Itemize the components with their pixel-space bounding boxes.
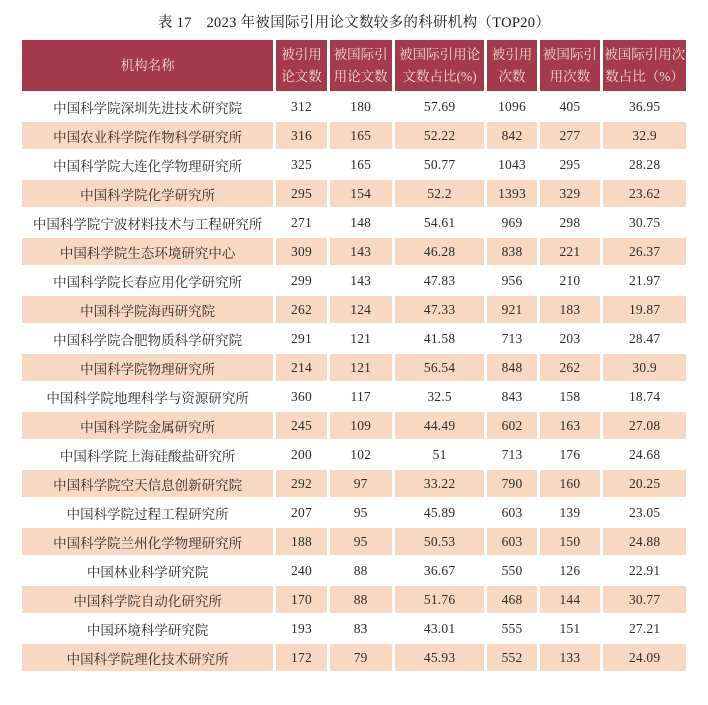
value-cell: 36.95: [603, 93, 686, 120]
value-cell: 24.88: [603, 528, 686, 555]
value-cell: 180: [330, 93, 392, 120]
value-cell: 126: [540, 557, 601, 584]
value-cell: 33.22: [395, 470, 485, 497]
table-row: [22, 180, 686, 207]
table-row: [22, 586, 686, 613]
value-cell: 47.83: [395, 267, 485, 294]
value-cell: 843: [487, 383, 536, 410]
value-cell: 50.77: [395, 151, 485, 178]
column-header-0: 机构名称: [22, 40, 273, 91]
table-row: [22, 209, 686, 236]
value-cell: 183: [540, 296, 601, 323]
value-cell: 277: [540, 122, 601, 149]
institution-name: 中国科学院过程工程研究所: [22, 499, 273, 526]
value-cell: 143: [330, 267, 392, 294]
column-header-3: 被国际引用论 文数占比(%): [395, 40, 485, 91]
institution-name: 中国科学院深圳先进技术研究院: [22, 93, 273, 120]
value-cell: 23.62: [603, 180, 686, 207]
value-cell: 193: [276, 615, 326, 642]
table-row: [22, 412, 686, 439]
value-cell: 121: [330, 325, 392, 352]
value-cell: 165: [330, 122, 392, 149]
institution-name: 中国林业科学研究院: [22, 557, 273, 584]
value-cell: 95: [330, 528, 392, 555]
value-cell: 133: [540, 644, 601, 671]
value-cell: 292: [276, 470, 326, 497]
table-row: [22, 325, 686, 352]
value-cell: 245: [276, 412, 326, 439]
value-cell: 22.91: [603, 557, 686, 584]
value-cell: 32.9: [603, 122, 686, 149]
institution-name: 中国科学院海西研究院: [22, 296, 273, 323]
value-cell: 43.01: [395, 615, 485, 642]
value-cell: 54.61: [395, 209, 485, 236]
column-header-4: 被引用 次数: [487, 40, 536, 91]
value-cell: 603: [487, 499, 536, 526]
institution-name: 中国科学院自动化研究所: [22, 586, 273, 613]
value-cell: 26.37: [603, 238, 686, 265]
value-cell: 139: [540, 499, 601, 526]
value-cell: 109: [330, 412, 392, 439]
institution-name: 中国科学院合肥物质科学研究院: [22, 325, 273, 352]
table-row: [22, 644, 686, 671]
table-row: [22, 470, 686, 497]
value-cell: 1393: [487, 180, 536, 207]
value-cell: 170: [276, 586, 326, 613]
value-cell: 18.74: [603, 383, 686, 410]
institution-name: 中国科学院金属研究所: [22, 412, 273, 439]
value-cell: 51: [395, 441, 485, 468]
value-cell: 45.93: [395, 644, 485, 671]
value-cell: 124: [330, 296, 392, 323]
value-cell: 210: [540, 267, 601, 294]
value-cell: 405: [540, 93, 601, 120]
value-cell: 165: [330, 151, 392, 178]
value-cell: 45.89: [395, 499, 485, 526]
value-cell: 28.28: [603, 151, 686, 178]
value-cell: 188: [276, 528, 326, 555]
institution-name: 中国科学院理化技术研究所: [22, 644, 273, 671]
column-header-1: 被引用 论文数: [276, 40, 326, 91]
institution-name: 中国科学院物理研究所: [22, 354, 273, 381]
value-cell: 200: [276, 441, 326, 468]
institution-name: 中国科学院兰州化学物理研究所: [22, 528, 273, 555]
value-cell: 603: [487, 528, 536, 555]
value-cell: 312: [276, 93, 326, 120]
value-cell: 143: [330, 238, 392, 265]
value-cell: 221: [540, 238, 601, 265]
value-cell: 52.22: [395, 122, 485, 149]
table-row: [22, 238, 686, 265]
institution-name: 中国科学院宁波材料技术与工程研究所: [22, 209, 273, 236]
value-cell: 160: [540, 470, 601, 497]
value-cell: 262: [276, 296, 326, 323]
value-cell: 56.54: [395, 354, 485, 381]
table-row: [22, 267, 686, 294]
value-cell: 27.08: [603, 412, 686, 439]
value-cell: 36.67: [395, 557, 485, 584]
value-cell: 713: [487, 441, 536, 468]
value-cell: 207: [276, 499, 326, 526]
value-cell: 360: [276, 383, 326, 410]
value-cell: 325: [276, 151, 326, 178]
value-cell: 97: [330, 470, 392, 497]
institution-name: 中国科学院上海硅酸盐研究所: [22, 441, 273, 468]
value-cell: 154: [330, 180, 392, 207]
institution-name: 中国环境科学研究院: [22, 615, 273, 642]
table-row: [22, 557, 686, 584]
value-cell: 602: [487, 412, 536, 439]
value-cell: 24.09: [603, 644, 686, 671]
value-cell: 969: [487, 209, 536, 236]
value-cell: 151: [540, 615, 601, 642]
value-cell: 46.28: [395, 238, 485, 265]
value-cell: 83: [330, 615, 392, 642]
table-body: [22, 93, 686, 671]
value-cell: 23.05: [603, 499, 686, 526]
table-row: [22, 615, 686, 642]
value-cell: 838: [487, 238, 536, 265]
value-cell: 848: [487, 354, 536, 381]
value-cell: 214: [276, 354, 326, 381]
value-cell: 51.76: [395, 586, 485, 613]
value-cell: 79: [330, 644, 392, 671]
table-header: [22, 40, 686, 91]
table-title: 表 17 2023 年被国际引用论文数较多的科研机构（TOP20）: [157, 15, 551, 31]
value-cell: 271: [276, 209, 326, 236]
value-cell: 30.75: [603, 209, 686, 236]
value-cell: 921: [487, 296, 536, 323]
value-cell: 329: [540, 180, 601, 207]
value-cell: 88: [330, 557, 392, 584]
value-cell: 150: [540, 528, 601, 555]
value-cell: 19.87: [603, 296, 686, 323]
value-cell: 316: [276, 122, 326, 149]
column-header-5: 被国际引 用次数: [540, 40, 601, 91]
value-cell: 27.21: [603, 615, 686, 642]
value-cell: 32.5: [395, 383, 485, 410]
value-cell: 30.9: [603, 354, 686, 381]
table-row: [22, 296, 686, 323]
value-cell: 88: [330, 586, 392, 613]
value-cell: 299: [276, 267, 326, 294]
value-cell: 555: [487, 615, 536, 642]
value-cell: 203: [540, 325, 601, 352]
value-cell: 552: [487, 644, 536, 671]
value-cell: 24.68: [603, 441, 686, 468]
value-cell: 44.49: [395, 412, 485, 439]
value-cell: 956: [487, 267, 536, 294]
value-cell: 240: [276, 557, 326, 584]
value-cell: 52.2: [395, 180, 485, 207]
column-header-2: 被国际引 用论文数: [330, 40, 392, 91]
table-row: [22, 122, 686, 149]
value-cell: 50.53: [395, 528, 485, 555]
value-cell: 121: [330, 354, 392, 381]
value-cell: 57.69: [395, 93, 485, 120]
value-cell: 262: [540, 354, 601, 381]
column-header-6: 被国际引用次 数占比（%）: [603, 40, 686, 91]
value-cell: 295: [276, 180, 326, 207]
value-cell: 47.33: [395, 296, 485, 323]
value-cell: 158: [540, 383, 601, 410]
value-cell: 295: [540, 151, 601, 178]
value-cell: 1096: [487, 93, 536, 120]
table-row: [22, 441, 686, 468]
value-cell: 144: [540, 586, 601, 613]
value-cell: 148: [330, 209, 392, 236]
value-cell: 117: [330, 383, 392, 410]
value-cell: 21.97: [603, 267, 686, 294]
table-row: [22, 499, 686, 526]
value-cell: 713: [487, 325, 536, 352]
institution-name: 中国科学院生态环境研究中心: [22, 238, 273, 265]
table-row: [22, 383, 686, 410]
institution-name: 中国科学院大连化学物理研究所: [22, 151, 273, 178]
institution-name: 中国科学院地理科学与资源研究所: [22, 383, 273, 410]
value-cell: 20.25: [603, 470, 686, 497]
value-cell: 298: [540, 209, 601, 236]
value-cell: 468: [487, 586, 536, 613]
value-cell: 28.47: [603, 325, 686, 352]
value-cell: 172: [276, 644, 326, 671]
value-cell: 95: [330, 499, 392, 526]
value-cell: 550: [487, 557, 536, 584]
value-cell: 291: [276, 325, 326, 352]
value-cell: 163: [540, 412, 601, 439]
value-cell: 309: [276, 238, 326, 265]
table-row: [22, 354, 686, 381]
value-cell: 30.77: [603, 586, 686, 613]
value-cell: 102: [330, 441, 392, 468]
value-cell: 41.58: [395, 325, 485, 352]
table-row: [22, 151, 686, 178]
value-cell: 176: [540, 441, 601, 468]
value-cell: 790: [487, 470, 536, 497]
institution-name: 中国科学院空天信息创新研究院: [22, 470, 273, 497]
table-row: [22, 93, 686, 120]
value-cell: 842: [487, 122, 536, 149]
report-table: [19, 38, 689, 673]
institution-name: 中国科学院化学研究所: [22, 180, 273, 207]
institution-name: 中国农业科学院作物科学研究所: [22, 122, 273, 149]
institution-name: 中国科学院长春应用化学研究所: [22, 267, 273, 294]
table-row: [22, 528, 686, 555]
value-cell: 1043: [487, 151, 536, 178]
